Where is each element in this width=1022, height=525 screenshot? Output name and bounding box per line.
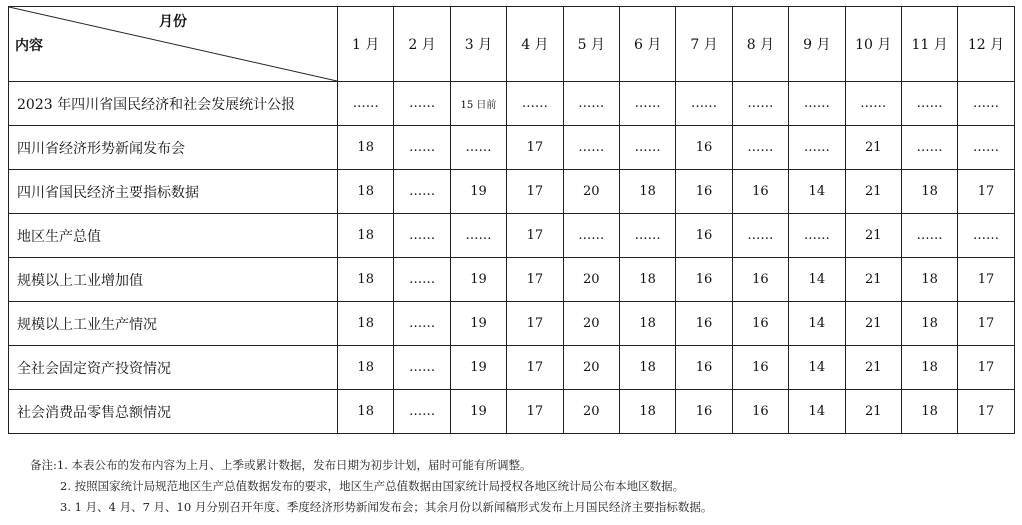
release-date-cell: 17 — [958, 258, 1014, 302]
release-date-cell: …… — [394, 390, 450, 434]
table-row — [9, 258, 1015, 302]
release-date-cell: 18 — [619, 346, 675, 390]
corner-month-label: 月份 — [159, 14, 187, 30]
release-date-cell: …… — [845, 82, 901, 126]
release-date-cell: 16 — [732, 302, 788, 346]
release-date-cell: …… — [338, 82, 394, 126]
footnotes — [30, 455, 712, 518]
footnote-2: 2. 按照国家统计局规范地区生产总值数据发布的要求，地区生产总值数据由国家统计局授权各地区统计局公布本地区数据。 — [60, 479, 685, 493]
release-date-cell: 16 — [732, 346, 788, 390]
release-date-cell: 17 — [507, 346, 563, 390]
release-schedule-table — [8, 6, 1015, 434]
release-date-cell: …… — [394, 126, 450, 170]
month-header-1: 1 月 — [338, 7, 394, 82]
row-label: 社会消费品零售总额情况 — [9, 390, 338, 434]
table-row — [9, 214, 1015, 258]
release-date-cell: 19 — [450, 170, 506, 214]
month-header-2: 2 月 — [394, 7, 450, 82]
release-date-cell: 16 — [676, 214, 732, 258]
table-row — [9, 126, 1015, 170]
release-date-cell: 16 — [732, 390, 788, 434]
release-date-cell: 16 — [732, 170, 788, 214]
release-date-cell: 17 — [507, 258, 563, 302]
release-date-cell: 21 — [845, 214, 901, 258]
release-date-cell: 18 — [338, 390, 394, 434]
release-date-cell: …… — [958, 126, 1014, 170]
release-date-cell: 18 — [901, 170, 957, 214]
release-date-cell: …… — [563, 82, 619, 126]
release-date-cell: …… — [732, 126, 788, 170]
release-date-cell: 18 — [619, 302, 675, 346]
release-date-cell: …… — [619, 126, 675, 170]
release-date-cell: 14 — [789, 258, 845, 302]
table-row — [9, 170, 1015, 214]
corner-header-cell — [9, 7, 338, 82]
release-schedule — [8, 6, 1014, 434]
release-date-cell: 17 — [507, 302, 563, 346]
row-label: 地区生产总值 — [9, 214, 338, 258]
release-date-cell: …… — [563, 126, 619, 170]
header-row — [9, 7, 1015, 82]
release-date-cell: …… — [619, 214, 675, 258]
month-header-6: 6 月 — [619, 7, 675, 82]
release-date-cell: 18 — [619, 258, 675, 302]
row-label: 2023 年四川省国民经济和社会发展统计公报 — [9, 82, 338, 126]
release-date-cell: 16 — [676, 390, 732, 434]
month-header-9: 9 月 — [789, 7, 845, 82]
release-date-cell: …… — [789, 126, 845, 170]
release-date-cell: 20 — [563, 390, 619, 434]
release-date-cell: 14 — [789, 390, 845, 434]
release-date-cell: 16 — [732, 258, 788, 302]
release-date-cell: …… — [394, 302, 450, 346]
release-date-cell: 17 — [507, 214, 563, 258]
release-date-cell: 18 — [338, 258, 394, 302]
release-date-cell: 18 — [338, 346, 394, 390]
release-date-cell: …… — [394, 170, 450, 214]
release-date-cell: …… — [958, 82, 1014, 126]
release-date-cell: 17 — [958, 170, 1014, 214]
release-date-cell: …… — [958, 214, 1014, 258]
release-date-cell: 18 — [338, 170, 394, 214]
row-label: 规模以上工业生产情况 — [9, 302, 338, 346]
release-date-cell: 17 — [958, 302, 1014, 346]
release-date-cell: 21 — [845, 346, 901, 390]
month-header-8: 8 月 — [732, 7, 788, 82]
release-date-cell: 16 — [676, 346, 732, 390]
release-date-cell: 21 — [845, 126, 901, 170]
release-date-cell: …… — [507, 82, 563, 126]
corner-content-label: 内容 — [15, 38, 43, 54]
release-date-cell: …… — [901, 82, 957, 126]
release-date-cell: 18 — [619, 390, 675, 434]
release-date-cell: …… — [450, 126, 506, 170]
row-label: 规模以上工业增加值 — [9, 258, 338, 302]
release-date-cell: 19 — [450, 258, 506, 302]
release-date-cell: 18 — [901, 390, 957, 434]
release-date-cell: 17 — [958, 346, 1014, 390]
release-date-cell: 17 — [507, 170, 563, 214]
month-header-10: 10 月 — [845, 7, 901, 82]
release-date-cell: 18 — [619, 170, 675, 214]
release-date-cell: 18 — [338, 302, 394, 346]
row-label: 四川省国民经济主要指标数据 — [9, 170, 338, 214]
release-date-cell: 18 — [901, 302, 957, 346]
release-date-cell: …… — [789, 82, 845, 126]
release-date-cell: …… — [394, 214, 450, 258]
release-date-cell: 20 — [563, 258, 619, 302]
release-date-cell: 18 — [901, 346, 957, 390]
release-date-cell: …… — [901, 214, 957, 258]
footnote-3: 3. 1 月、4 月、7 月、10 月分别召开年度、季度经济形势新闻发布会；其余月份以新闻稿形式发布上月国民经济主要指标数据。 — [60, 500, 713, 514]
release-date-cell: 21 — [845, 258, 901, 302]
release-date-cell: 20 — [563, 346, 619, 390]
release-date-cell: 21 — [845, 302, 901, 346]
table-row — [9, 390, 1015, 434]
release-date-cell: 19 — [450, 346, 506, 390]
footnote-1: 备注:1. 本表公布的发布内容为上月、上季或累计数据，发布日期为初步计划，届时可能有所调整。 — [30, 458, 532, 472]
release-date-cell: …… — [789, 214, 845, 258]
release-date-cell: 18 — [338, 126, 394, 170]
table-row — [9, 82, 1015, 126]
table-row — [9, 346, 1015, 390]
release-date-cell: 16 — [676, 170, 732, 214]
release-date-cell: 15 日前 — [450, 82, 506, 126]
table-body — [9, 82, 1015, 434]
release-date-cell: …… — [901, 126, 957, 170]
month-header-5: 5 月 — [563, 7, 619, 82]
release-date-cell: …… — [619, 82, 675, 126]
release-date-cell: 18 — [901, 258, 957, 302]
release-date-cell: 21 — [845, 170, 901, 214]
release-date-cell: …… — [676, 82, 732, 126]
release-date-cell: 14 — [789, 346, 845, 390]
release-date-cell: 16 — [676, 302, 732, 346]
release-date-cell: …… — [394, 346, 450, 390]
release-date-cell: 20 — [563, 170, 619, 214]
release-date-cell: 17 — [958, 390, 1014, 434]
release-date-cell: …… — [732, 82, 788, 126]
release-date-cell: …… — [394, 82, 450, 126]
release-date-cell: …… — [450, 214, 506, 258]
release-date-cell: 17 — [507, 390, 563, 434]
row-label: 全社会固定资产投资情况 — [9, 346, 338, 390]
release-date-cell: 14 — [789, 302, 845, 346]
month-header-4: 4 月 — [507, 7, 563, 82]
month-header-3: 3 月 — [450, 7, 506, 82]
release-date-cell: 14 — [789, 170, 845, 214]
release-date-cell: …… — [394, 258, 450, 302]
release-date-cell: 21 — [845, 390, 901, 434]
release-date-cell: …… — [732, 214, 788, 258]
release-date-cell: 17 — [507, 126, 563, 170]
release-date-cell: 18 — [338, 214, 394, 258]
month-header-7: 7 月 — [676, 7, 732, 82]
row-label: 四川省经济形势新闻发布会 — [9, 126, 338, 170]
release-date-cell: 19 — [450, 390, 506, 434]
release-date-cell: 20 — [563, 302, 619, 346]
release-date-cell: 16 — [676, 258, 732, 302]
table-row — [9, 302, 1015, 346]
month-header-12: 12 月 — [958, 7, 1014, 82]
month-header-11: 11 月 — [901, 7, 957, 82]
release-date-cell: 19 — [450, 302, 506, 346]
release-date-cell: …… — [563, 214, 619, 258]
release-date-cell: 16 — [676, 126, 732, 170]
